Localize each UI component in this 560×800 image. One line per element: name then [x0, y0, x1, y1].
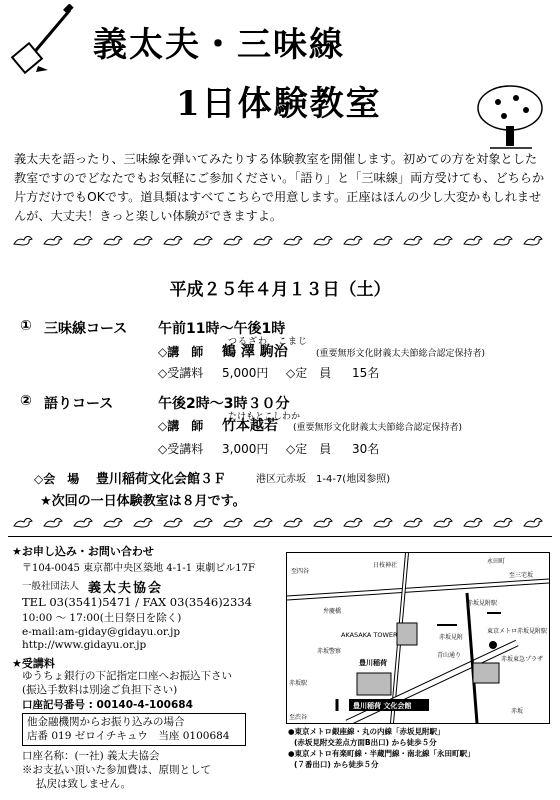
map-label-toyokawa: 豊川稲荷	[359, 659, 387, 667]
course1-instructor-label: ◇講 師	[158, 345, 204, 359]
map-label-aoyama: 青山通り	[437, 652, 462, 659]
course2-capacity: 30名	[352, 442, 380, 456]
map-label-benkei: 弁慶橋	[323, 608, 342, 615]
map-label-akasaka-tower: AKASAKA TOWER	[341, 631, 398, 639]
course2-number: ②	[20, 393, 32, 409]
course2-instructor-ruby: たけもとこしわか	[228, 412, 301, 422]
venue-label: ◇会 場	[34, 472, 80, 486]
contact-tel: TEL 03(3541)5471 / FAX 03(3546)2334	[22, 595, 252, 609]
map-drawing	[287, 553, 549, 723]
contact-heading: ★お申し込み・お問い合わせ	[12, 545, 154, 558]
intro-paragraph: 義太夫を語ったり、三味線を弾いてみたりする体験教室を開催します。初めての方を対象とした教室ですのでどなたでもお気軽にご参加ください。「語り」と「三味線」両方受けても、どちらか片方だけでもOKです。道具類はすべてこちらで用意します。正座はほんの少し大変かもしれませんが、大丈夫！きっと楽しい体験ができますよ。	[14, 152, 545, 223]
course1-instructor-note: (重要無形文化財義太夫節総合認定保持者)	[316, 349, 486, 359]
access-info	[288, 726, 475, 770]
venue-name: 豊川稲荷文化会館３Ｆ	[96, 472, 227, 487]
course1-name: 三味線コース	[44, 321, 128, 337]
map-label-akasaka-station: 赤坂駅	[289, 680, 308, 687]
course2-instructor-note: (重要無形文化財義太夫節総合認定保持者)	[293, 423, 463, 433]
duck-border-bottom	[10, 514, 550, 533]
section-divider	[8, 536, 552, 537]
payment-note1: ※お支払い頂いた参加費は、原則として	[22, 764, 211, 776]
payment-line2: (振込手数料は別途ご負担下さい)	[22, 684, 178, 696]
course1-fee: 5,000円	[222, 366, 269, 380]
duck-border-top	[10, 232, 550, 251]
course2-instructor: 竹本越若	[222, 418, 278, 434]
map-label-metro-station: 東京メトロ赤坂見附駅	[487, 628, 548, 635]
course2-instructor-label: ◇講 師	[158, 419, 204, 433]
access2-line2: (７番出口) から徒歩５分	[294, 760, 379, 769]
map-label-mitsuke-exit: 赤坂見附	[439, 634, 464, 641]
title-line-2: 1日体験教室	[176, 84, 382, 124]
map-label-tokyu-plaza: 赤坂東急プラザ	[501, 656, 544, 663]
venue-address: 港区元赤坂 1-4-7(地図参照)	[256, 474, 391, 485]
course1-fee-label: ◇受講料	[158, 366, 204, 380]
map-label-hie-jinja: 日枝神社	[373, 562, 398, 569]
contact-org: 義太夫協会	[88, 581, 164, 596]
other-bank-box	[22, 713, 246, 746]
map-label-shibuya: 至渋谷	[289, 714, 308, 721]
course2-time: 午後2時～3時３０分	[158, 396, 290, 412]
other-bank-line1: 他金融機関からお振り込みの場合	[27, 716, 185, 728]
tree-illustration	[470, 80, 548, 152]
course1-instructor: 鶴 澤 駒治	[222, 344, 288, 360]
access1-line2: (赤坂見附交差点方面B出口) から徒歩５分	[294, 738, 437, 747]
payment-note2: 払戻は致しません。	[36, 778, 132, 790]
title-line-1: 義太夫・三味線	[93, 25, 345, 65]
contact-hours: 10:00 ～ 17:00(土日祭日を除く)	[22, 612, 182, 624]
map-label-akasakamitsuke: 赤坂見附駅	[467, 600, 498, 607]
event-date: 平成２５年４月１３日（土）	[169, 280, 391, 300]
course2-fee-label: ◇受講料	[158, 442, 204, 456]
access1-line1: ●東京メトロ銀座線・丸の内線「赤坂見附駅」	[288, 727, 445, 736]
contact-website[interactable]: http://www.gidayu.or.jp	[22, 639, 147, 651]
access-map	[286, 552, 550, 724]
map-label-yotsuya: 至四谷	[291, 568, 310, 575]
course1-time: 午前11時～午後1時	[158, 321, 286, 337]
contact-email[interactable]: e-mail:am-giday@gidayu.or.jp	[22, 626, 181, 638]
map-label-nagatacho: 永田町	[487, 558, 506, 565]
course1-capacity-label: ◇定 員	[286, 366, 332, 380]
payment-account-name: 口座名称：(一社) 義太夫協会	[22, 750, 160, 762]
payment-line1: ゆうちょ銀行の下記指定口座へお振込下さい	[22, 670, 232, 682]
course1-capacity: 15名	[352, 366, 380, 380]
course1-number: ①	[20, 318, 32, 334]
map-label-akasaka: 赤坂	[511, 708, 524, 715]
course1-instructor-ruby: つるざわ こまじ	[228, 337, 309, 347]
contact-address: 〒104-0045 東京都中央区築地 4-1-1 東劇ビル17F	[22, 563, 255, 574]
map-label-sannoshita: 至三宅坂	[509, 572, 534, 579]
map-label-venue: 豊川稲荷 文化会館	[353, 702, 412, 710]
payment-account-code: 口座記号番号 : 00140-4-100684	[22, 699, 193, 711]
contact-org-prefix: 一般社団法人	[22, 581, 80, 592]
course2-fee: 3,000円	[222, 442, 269, 456]
map-label-akasaka-police: 赤坂警察	[317, 648, 342, 655]
course2-name: 語りコース	[44, 396, 114, 412]
payment-heading: ★受講料	[12, 657, 55, 670]
shamisen-illustration	[8, 4, 78, 74]
course2-capacity-label: ◇定 員	[286, 442, 332, 456]
next-session-notice: ★次回の一日体験教室は８月です。	[40, 494, 246, 509]
other-bank-line2: 店番 019 ゼロイチキュウ 当座 0100684	[27, 730, 230, 742]
access2-line1: ●東京メトロ有楽町線・半蔵門線・南北線「永田町駅」	[288, 749, 475, 758]
